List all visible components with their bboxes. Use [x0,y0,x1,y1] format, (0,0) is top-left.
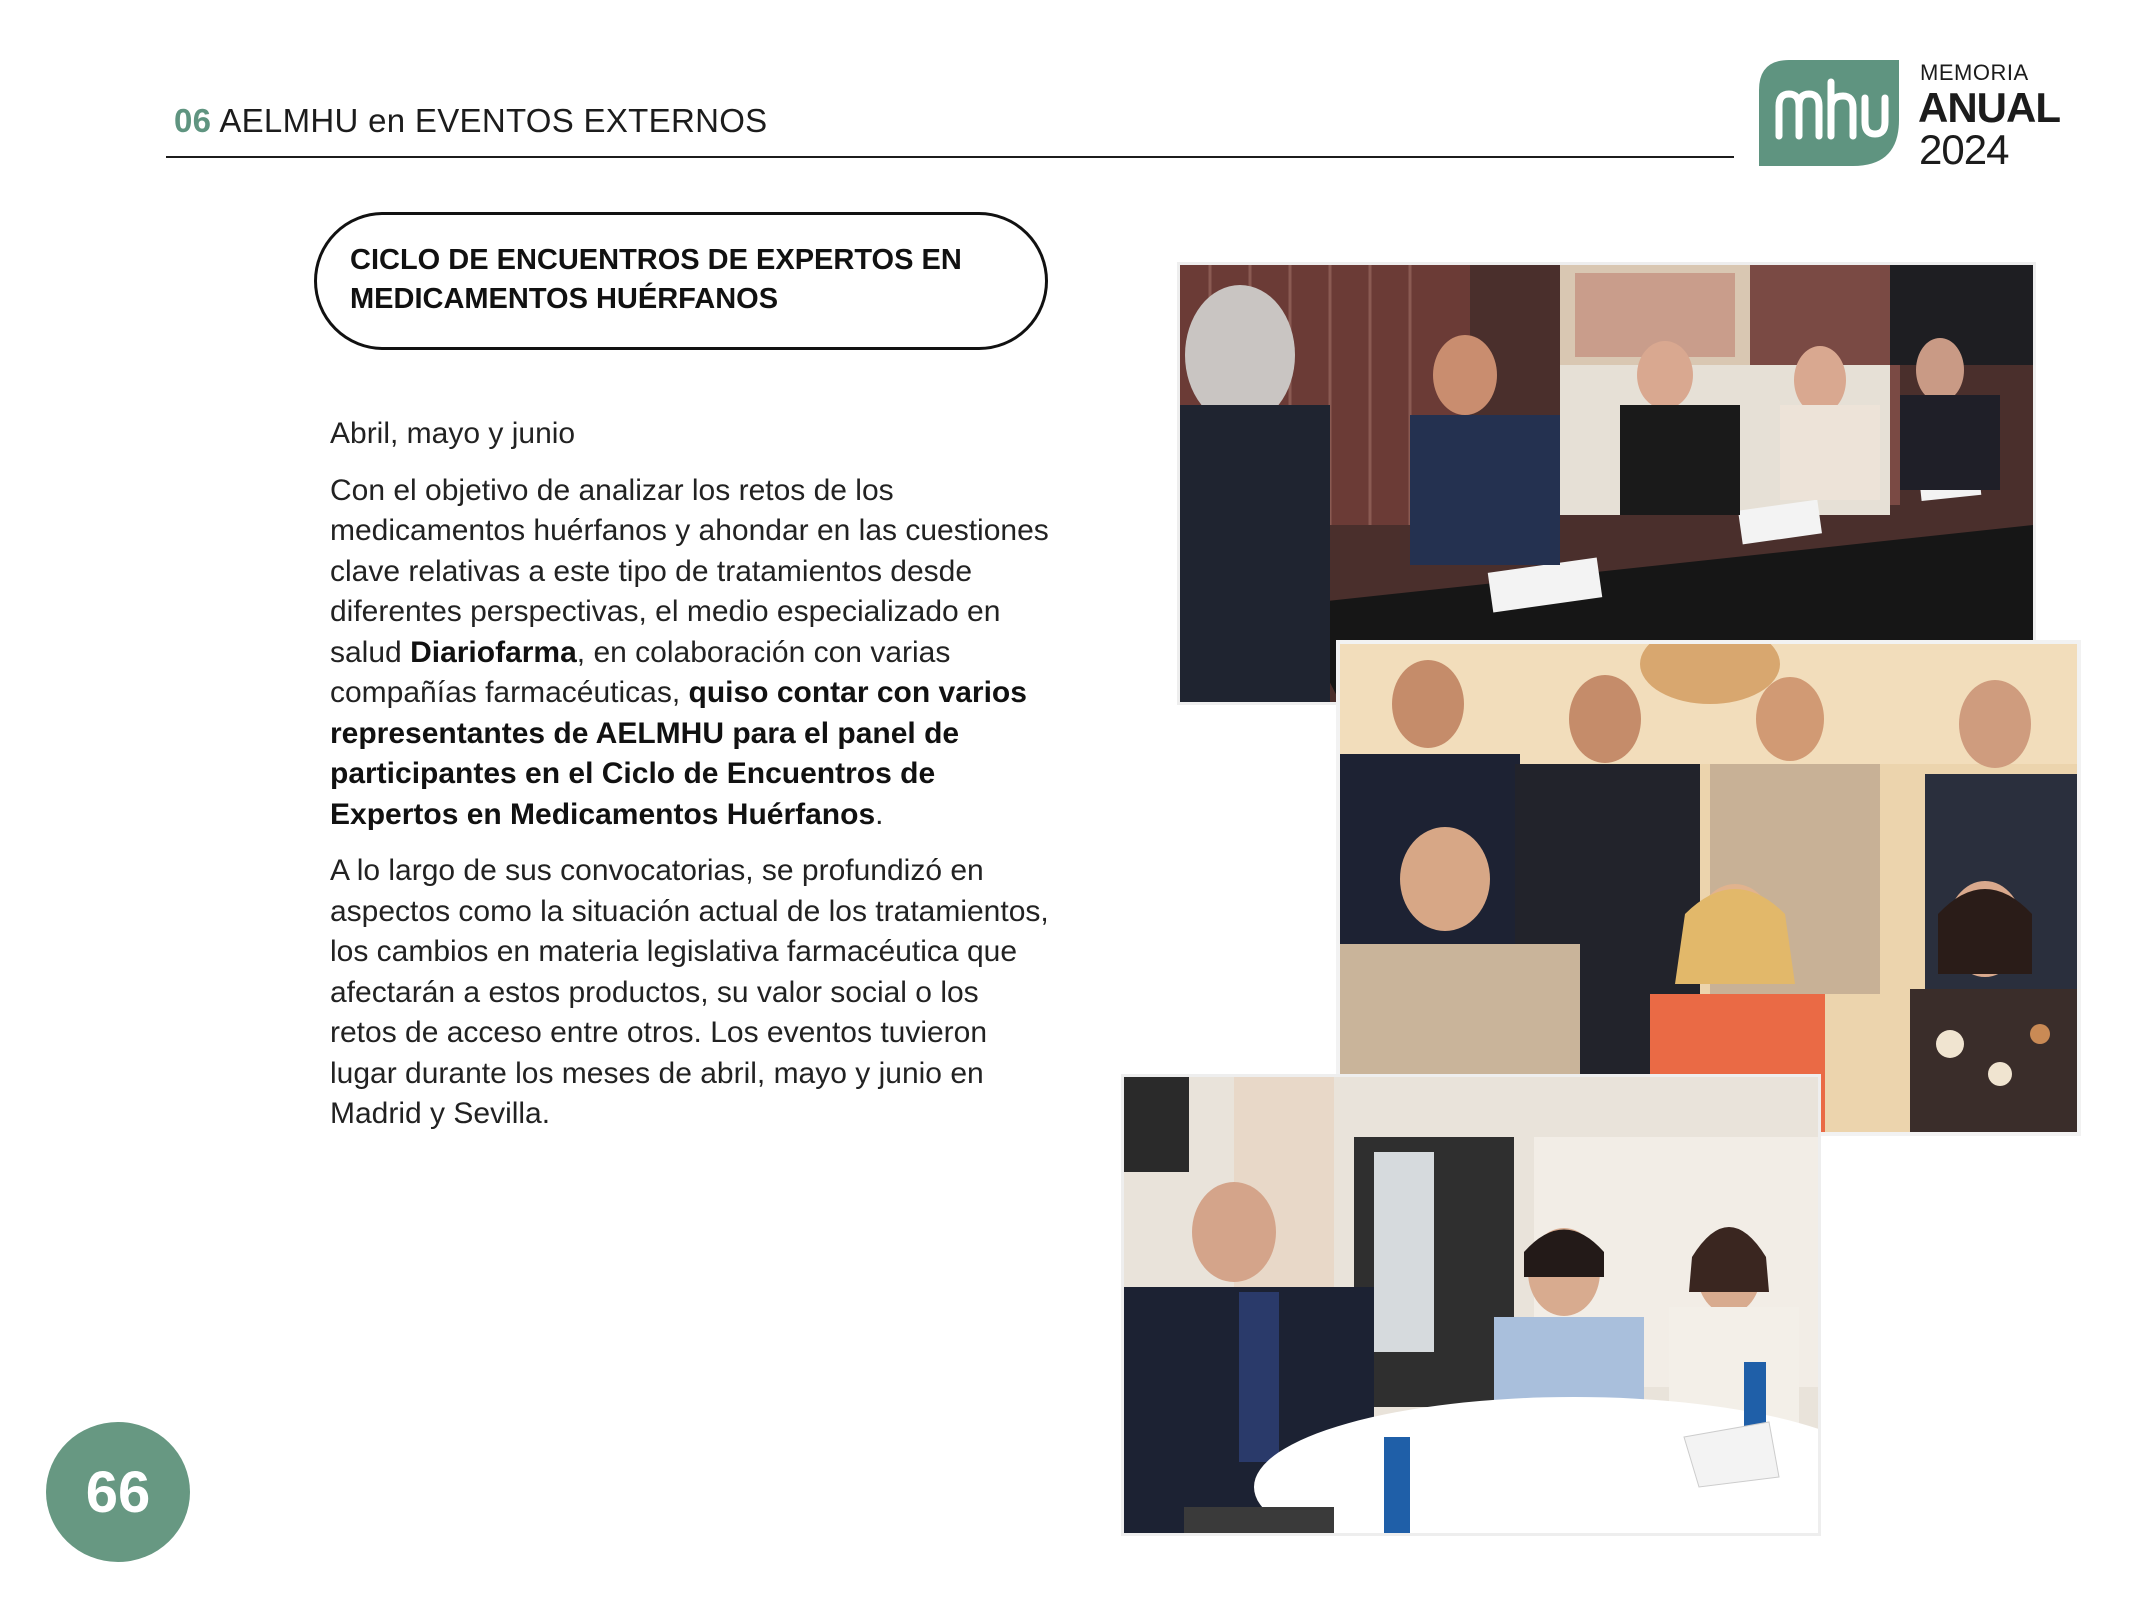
p1-end: . [875,797,884,831]
paragraph-1 [330,471,1050,836]
section-title-pill [314,212,1048,350]
section-title: AELMHU en EVENTOS EXTERNOS [219,102,768,139]
meeting-photo-2 [1124,1077,1818,1533]
date-line: Abril, mayo y junio [330,417,576,450]
p1-text-1: Con el objetivo de analizar los retos de los medicamentos huérfanos y ahondar en las cuestiones clave relativas a este tipo de tratamientos desde diferentes perspectivas, el medio especializado en salud [330,473,1049,669]
page-number-badge [46,1422,190,1562]
section-header [174,102,768,140]
p1-bold-diariofarma: Diariofarma [410,635,577,669]
page-number: 66 [85,1459,151,1525]
paragraph-2: A lo largo de sus convocatorias, se profundizó en aspectos como la situación actual de los tratamientos, los cambios en materia legislativa farmacéutica que afectarán a estos productos, su valor social o los retos de acceso entre otros. Los eventos tuvieron lugar durante los meses de abril, mayo y junio en Madrid y Sevilla. [330,854,1049,1130]
event-title: CICLO DE ENCUENTROS DE EXPERTOS EN MEDICAMENTOS HUÉRFANOS [350,244,962,315]
brand-anual: ANUAL [1918,84,2060,131]
brand-year: 2024 [1919,126,2009,173]
mhu-logo [1759,60,1899,166]
group-photo [1340,644,2077,1132]
section-number: 06 [174,102,212,139]
header-divider [166,156,1734,158]
meeting-photo-1 [1180,265,2033,702]
p1-bold-statement: quiso contar con varios representantes de AELMHU para el panel de participantes en el Ciclo de Encuentros de Expertos en Medicamentos Huérfanos [330,676,1027,831]
p1-text-2: , en colaboración con varias compañías farmacéuticas, [330,635,951,709]
article-body [330,414,1050,1151]
brand-memoria: MEMORIA [1920,60,2029,85]
